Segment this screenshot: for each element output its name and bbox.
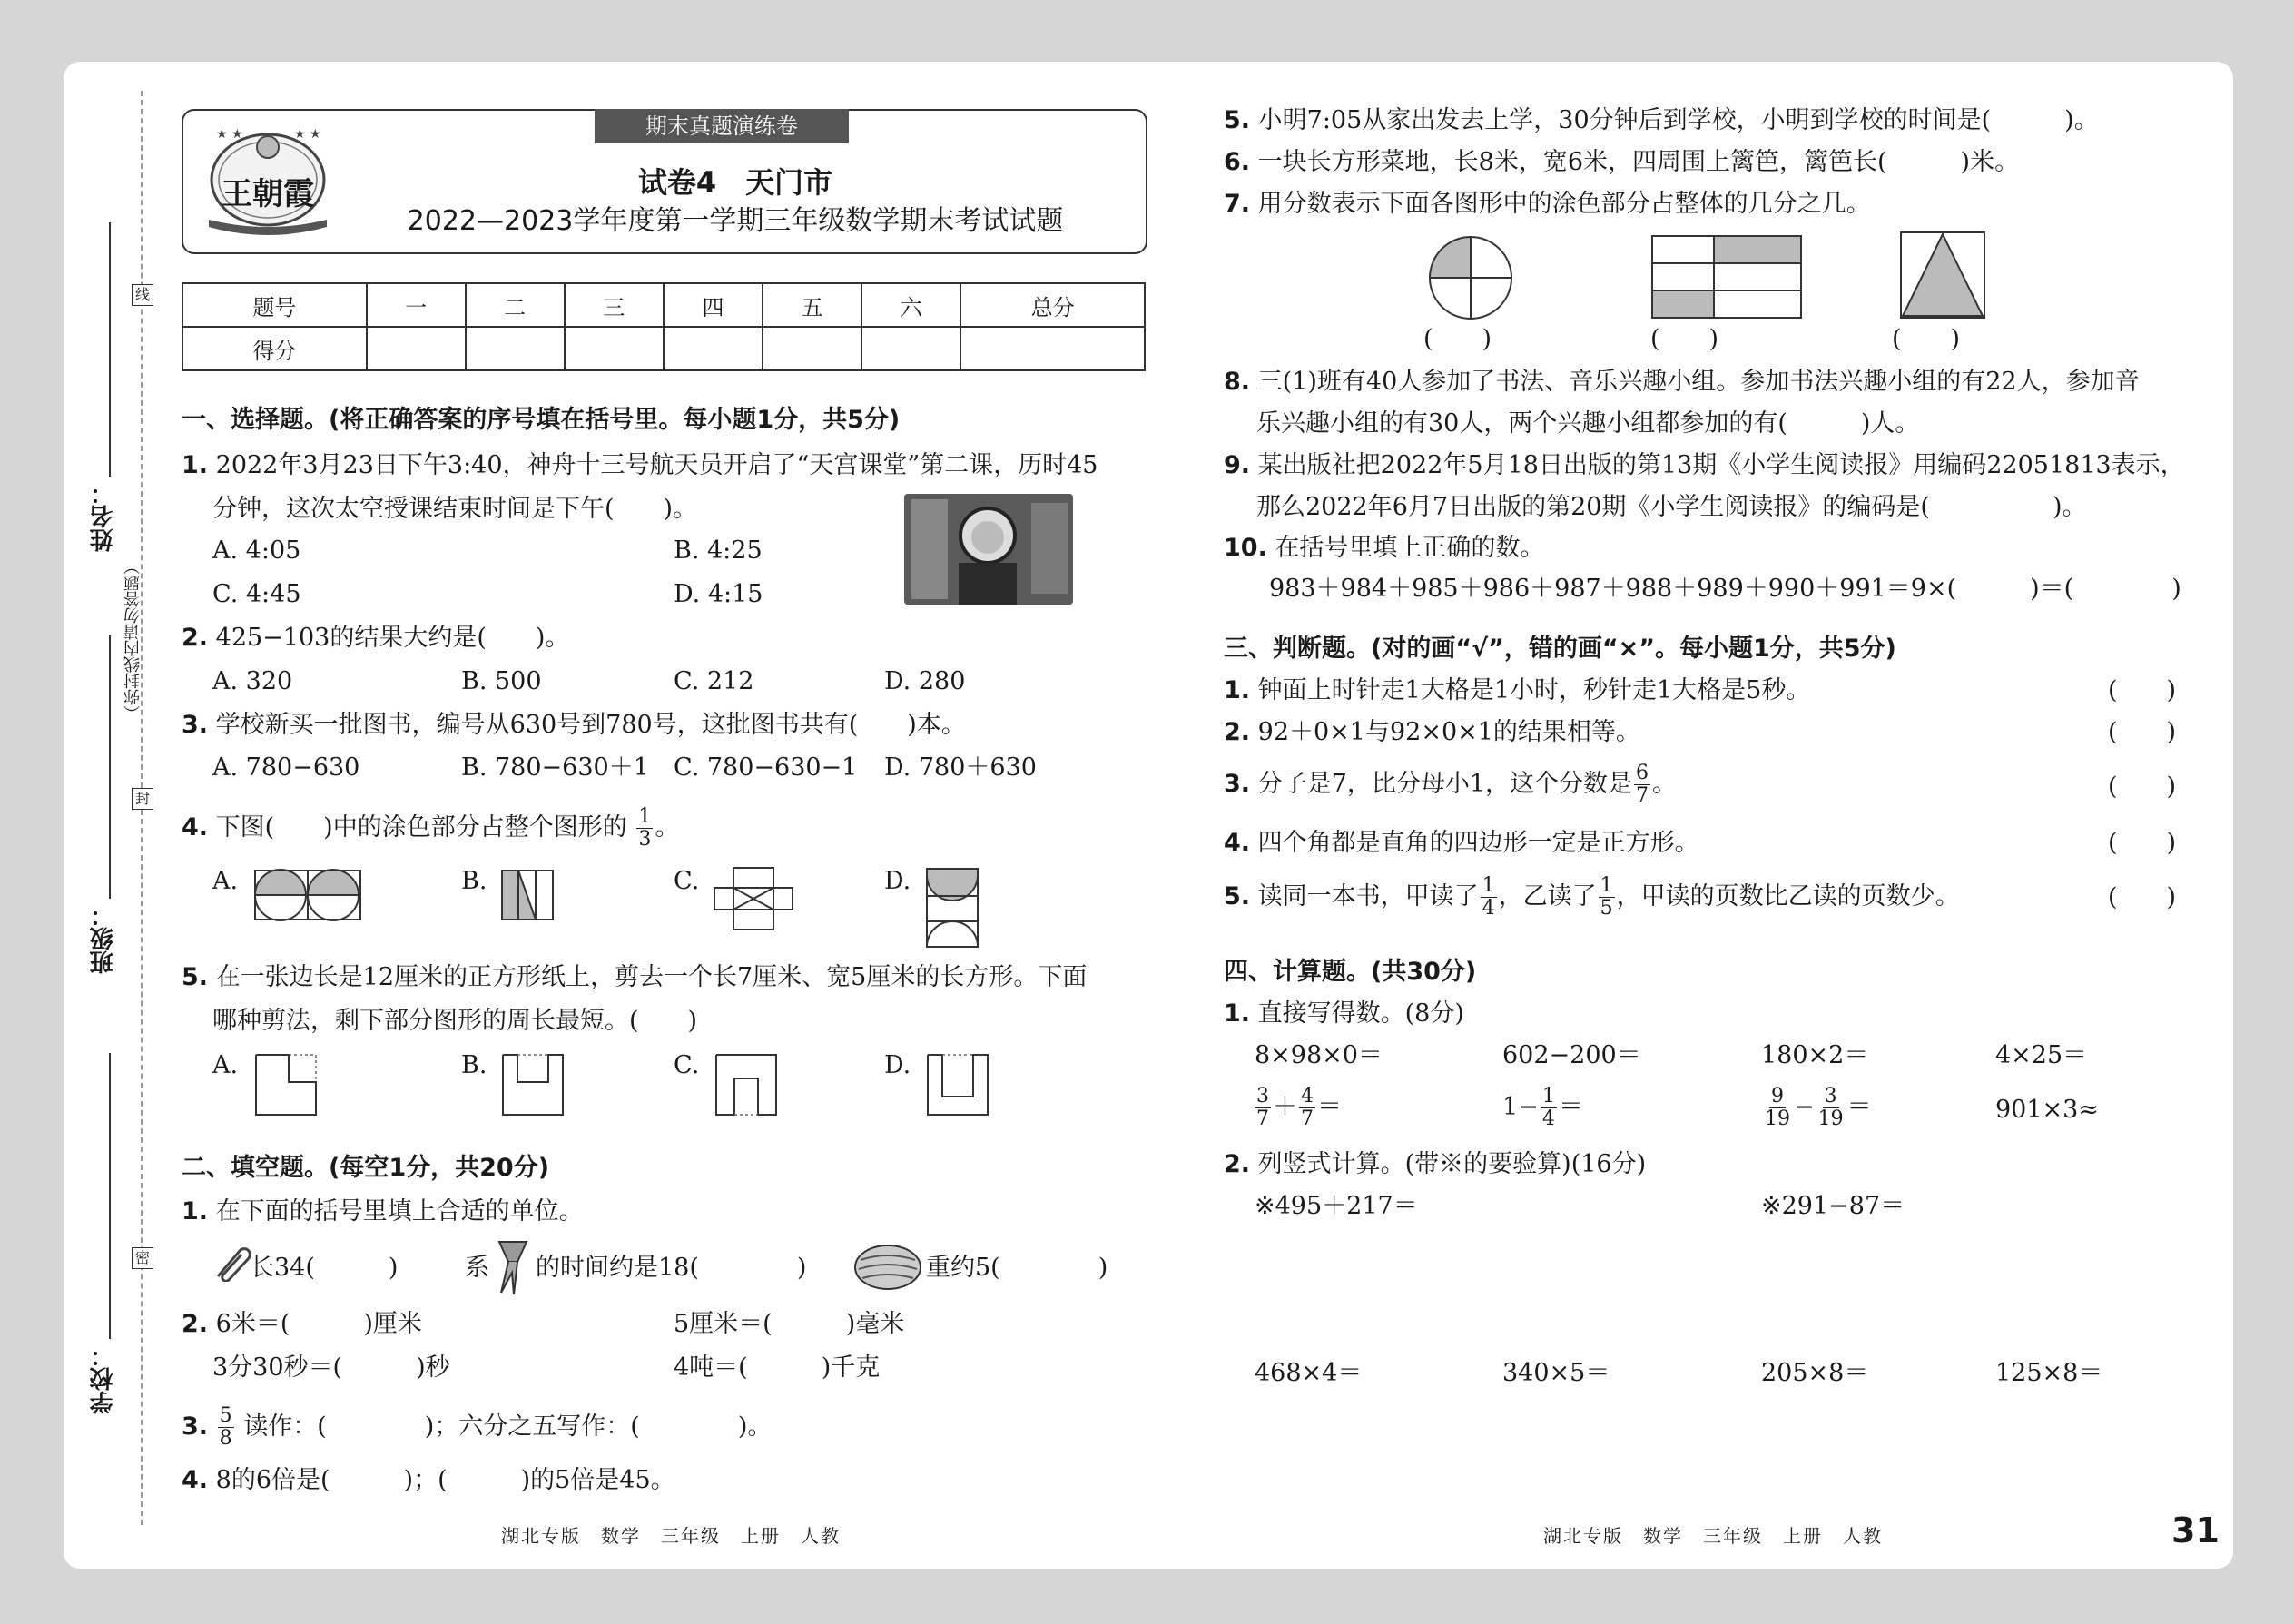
fill-1 — [182, 1195, 584, 1229]
calc-1-item: 180×2＝ — [1761, 1041, 1869, 1069]
question-number: 3. — [182, 1412, 209, 1441]
exam-title: 试卷4 天门市 — [637, 165, 833, 200]
name-label: 姓名： — [90, 481, 117, 552]
score-cell[interactable] — [861, 327, 960, 370]
fill-8-cont: 乐兴趣小组的有30人，两个兴趣小组都参加的有( )人。 — [1256, 409, 1920, 438]
calc-2-item: ※291−87＝ — [1761, 1192, 1905, 1220]
question-4: 4. 下图( )中的涂色部分占整个图形的 $\frac{1}{3}$ 。 — [182, 805, 680, 851]
question-number: 1. — [182, 1197, 209, 1225]
q3-option-c[interactable]: C. 780−630−1 — [674, 753, 858, 782]
question-number: 5. — [1224, 882, 1251, 910]
question-number: 8. — [1224, 368, 1251, 396]
school-label: 学校： — [90, 1343, 117, 1414]
f7-blank-3[interactable]: ( ) — [1892, 325, 1961, 353]
score-cell[interactable] — [565, 327, 664, 370]
question-text: 一块长方形菜地，长8米，宽6米，四周围上篱笆，篱笆长( )米。 — [1257, 148, 2020, 176]
fill-2-b: 5厘米＝( )毫米 — [674, 1310, 905, 1338]
calc-2-item: 468×4＝ — [1255, 1359, 1363, 1387]
calc-2-item: 205×8＝ — [1761, 1359, 1869, 1387]
fraction: $\frac{5}{8}$ — [219, 1404, 232, 1450]
q2-option-c[interactable]: C. 212 — [674, 667, 754, 695]
question-number: 1. — [182, 451, 209, 479]
score-cell[interactable] — [466, 327, 565, 370]
score-header-cell: 总分 — [960, 283, 1145, 327]
question-number: 2. — [1224, 718, 1251, 746]
score-header-cell: 二 — [466, 283, 565, 327]
section-1-title: 一、选择题。(将正确答案的序号填在括号里。每小题1分，共5分) — [182, 406, 901, 434]
judge-4-blank[interactable]: ( ) — [2108, 829, 2177, 857]
question-text: 在下面的括号里填上合适的单位。 — [215, 1197, 584, 1225]
question-text: 某出版社把2022年5月18日出版的第13期《小学生阅读报》用编码22051813表示， — [1257, 451, 2185, 479]
fill-1-b-prefix: 系 — [465, 1254, 489, 1282]
calc-1-item: 901×3≈ — [1995, 1096, 2099, 1124]
question-3 — [182, 708, 966, 743]
f7-blank-1[interactable]: ( ) — [1423, 325, 1492, 353]
score-header-cell: 题号 — [182, 283, 367, 327]
svg-text:★ ★: ★ ★ — [294, 127, 321, 142]
school-field[interactable] — [109, 1053, 111, 1339]
name-field[interactable] — [109, 222, 111, 477]
question-1 — [182, 448, 1098, 483]
score-header-cell: 三 — [565, 283, 664, 327]
footer-left: 湖北专版 数学 三年级 上册 人教 — [501, 1525, 841, 1547]
calc-1-item: 4×25＝ — [1995, 1041, 2088, 1069]
calc-2-item: 340×5＝ — [1502, 1359, 1610, 1387]
header-banner: 期末真题演练卷 — [595, 109, 849, 143]
q1-option-d[interactable]: D. 4:15 — [674, 580, 763, 608]
calc-2-item: 125×8＝ — [1995, 1359, 2103, 1387]
q4-figure-c — [713, 866, 794, 935]
calc-1-item: $\frac{9}{19}$ − $\frac{3}{19}$ ＝ — [1765, 1085, 1872, 1130]
q5-figure-c — [713, 1051, 780, 1122]
question-1-cont: 分钟，这次太空授课结束时间是下午( )。 — [212, 495, 698, 523]
calc-1 — [1224, 997, 1464, 1031]
question-number: 9. — [1224, 451, 1251, 479]
q3-option-d[interactable]: D. 780＋630 — [884, 753, 1037, 782]
class-field[interactable] — [109, 635, 111, 899]
score-table — [182, 282, 1146, 371]
score-cell[interactable] — [763, 327, 861, 370]
judge-2 — [1224, 715, 1640, 750]
question-text: 92＋0×1与92×0×1的结果相等。 — [1257, 718, 1640, 746]
fraction: $\frac{1}{3}$ — [638, 805, 652, 851]
question-number: 10. — [1224, 534, 1267, 562]
q3-option-a[interactable]: A. 780−630 — [212, 753, 360, 782]
fill-2 — [182, 1307, 422, 1342]
red-scarf-icon — [490, 1236, 536, 1300]
q5-option-a[interactable]: A. — [212, 1051, 239, 1079]
paperclip-icon — [212, 1245, 252, 1285]
calc-1-item: 8×98×0＝ — [1255, 1041, 1383, 1069]
question-number: 5. — [1224, 106, 1251, 134]
q1-option-a[interactable]: A. 4:05 — [212, 536, 301, 565]
question-number: 3. — [182, 711, 209, 739]
judge-5-blank[interactable]: ( ) — [2108, 883, 2177, 911]
footer-right: 湖北专版 数学 三年级 上册 人教 — [1543, 1525, 1883, 1547]
fill-9 — [1224, 448, 2185, 483]
question-5-cont: 哪种剪法，剩下部分图形的周长最短。( ) — [212, 1007, 698, 1035]
q2-option-b[interactable]: B. 500 — [461, 667, 542, 695]
q4-figure-d — [924, 866, 980, 953]
question-number: 7. — [1224, 190, 1251, 218]
question-number: 1. — [1224, 676, 1251, 704]
q3-option-b[interactable]: B. 780−630＋1 — [461, 753, 649, 782]
f7-grid-figure — [1650, 234, 1803, 323]
q5-figure-a — [252, 1051, 320, 1122]
fill-9-cont: 那么2022年6月7日出版的第20期《小学生阅读报》的编码是( )。 — [1256, 493, 2087, 521]
question-2 — [182, 621, 569, 655]
seal-mark-line: 线 — [132, 284, 153, 306]
fill-1-a: 长34( ) — [250, 1254, 399, 1282]
question-text: 分子是7，比分母小1，这个分数是 — [1257, 770, 1632, 798]
question-text: 8的6倍是( )；( )的5倍是45。 — [215, 1466, 675, 1494]
q1-option-b[interactable]: B. 4:25 — [674, 536, 763, 565]
q2-option-a[interactable]: A. 320 — [212, 667, 293, 695]
question-5 — [182, 960, 1087, 995]
calc-1-item: 602−200＝ — [1502, 1041, 1641, 1069]
score-cell[interactable] — [960, 327, 1145, 370]
fill-7 — [1224, 187, 1871, 221]
question-text: 三(1)班有40人参加了书法、音乐兴趣小组。参加书法兴趣小组的有22人，参加音 — [1257, 368, 2140, 396]
fill-8 — [1224, 365, 2140, 399]
fill-10 — [1224, 531, 1544, 566]
question-text: 四个角都是直角的四边形一定是正方形。 — [1257, 829, 1699, 857]
fill-3 — [182, 1405, 772, 1450]
judge-4 — [1224, 826, 1699, 861]
score-header-cell: 六 — [861, 283, 960, 327]
q1-option-c[interactable]: C. 4:45 — [212, 580, 301, 608]
watermelon-icon — [852, 1242, 924, 1296]
question-number: 2. — [182, 1310, 209, 1338]
question-text: 读同一本书，甲读了 — [1257, 882, 1479, 910]
seal-mark-seal: 封 — [132, 788, 153, 810]
f7-circle-figure — [1427, 234, 1514, 325]
judge-1 — [1224, 674, 1810, 708]
fill-2-c: 3分30秒＝( )秒 — [212, 1353, 450, 1382]
question-number: 4. — [1224, 829, 1251, 857]
fraction: $\frac{6}{7}$ — [1636, 762, 1649, 807]
score-row-label: 得分 — [182, 327, 367, 370]
question-text: 读作：( )；六分之五写作：( )。 — [243, 1412, 773, 1441]
question-text: 2022年3月23日下午3:40，神舟十三号航天员开启了“天宫课堂”第二课，历时45 — [215, 451, 1098, 479]
q4-option-b[interactable]: B. — [461, 867, 487, 895]
fraction: $\frac{1}{5}$ — [1600, 874, 1613, 920]
question-number: 2. — [182, 624, 209, 652]
question-text: 用分数表示下面各图形中的涂色部分占整体的几分之几。 — [1257, 190, 1871, 218]
page-number: 31 — [2171, 1511, 2220, 1550]
judge-3-blank[interactable]: ( ) — [2108, 773, 2177, 801]
fill-10-equation: 983＋984＋985＋986＋987＋988＋989＋990＋991＝9×( )＝( ) — [1269, 575, 2181, 603]
question-text: 学校新买一批图书，编号从630号到780号，这批图书共有( )本。 — [215, 711, 966, 739]
q4-option-a[interactable]: A. — [212, 867, 239, 895]
f7-triangle-figure — [1899, 231, 1986, 323]
calc-2-item: ※495＋217＝ — [1255, 1192, 1418, 1220]
question-number: 6. — [1224, 148, 1251, 176]
calc-2 — [1224, 1147, 1646, 1182]
question-number: 2. — [1224, 1150, 1251, 1178]
astronaut-photo — [904, 494, 1073, 605]
class-label: 班级： — [90, 903, 117, 974]
question-number: 5. — [182, 963, 209, 991]
logo-text: 王朝霞 — [222, 176, 314, 212]
score-header-cell: 一 — [367, 283, 466, 327]
fill-4 — [182, 1463, 675, 1498]
question-text: 列竖式计算。(带※的要验算)(16分) — [1257, 1150, 1647, 1178]
question-text: 下图( )中的涂色部分占整个图形的 — [215, 813, 627, 842]
svg-text:★ ★: ★ ★ — [216, 127, 243, 142]
q4-figure-a — [252, 868, 363, 926]
q4-option-c[interactable]: C. — [674, 867, 700, 895]
fraction: $\frac{1}{4}$ — [1482, 874, 1495, 920]
fill-1-b: 的时间约是18( ) — [536, 1254, 807, 1282]
section-4-title: 四、计算题。(共30分) — [1224, 958, 1477, 986]
question-text: 6米＝( )厘米 — [215, 1310, 422, 1338]
q2-option-d[interactable]: D. 280 — [884, 667, 966, 695]
q4-figure-b — [499, 868, 556, 926]
question-text: 钟面上时针走1大格是1小时，秒针走1大格是5秒。 — [1257, 676, 1811, 704]
score-cell[interactable] — [664, 327, 763, 370]
logo — [200, 118, 336, 243]
seal-note: （弥封线内请勿答题） — [123, 558, 143, 722]
question-number: 4. — [182, 813, 209, 842]
q5-option-b[interactable]: B. — [461, 1051, 487, 1079]
q5-figure-d — [924, 1051, 991, 1122]
fill-6 — [1224, 145, 2019, 180]
f7-blank-2[interactable]: ( ) — [1650, 325, 1719, 353]
question-text: 小明7:05从家出发去上学，30分钟后到学校，小明到学校的时间是( )。 — [1257, 106, 2099, 134]
question-number: 4. — [182, 1466, 209, 1494]
q5-option-c[interactable]: C. — [674, 1051, 700, 1079]
judge-5: 5. 读同一本书，甲读了 $\frac{1}{4}$ ，乙读了 $\frac{1}{5}$ ，甲读的页数比乙读的页数少。 — [1224, 874, 1960, 920]
exam-subtitle: 2022—2023学年度第一学期三年级数学期末考试试题 — [407, 205, 1064, 237]
question-text: 在一张边长是12厘米的正方形纸上，剪去一个长7厘米、宽5厘米的长方形。下面 — [215, 963, 1088, 991]
section-3-title: 三、判断题。(对的画“√”，错的画“×”。每小题1分，共5分) — [1224, 635, 1896, 663]
q5-option-d[interactable]: D. — [884, 1051, 911, 1079]
score-header-cell: 五 — [763, 283, 861, 327]
question-text: 425−103的结果大约是( )。 — [215, 624, 570, 652]
score-cell[interactable] — [367, 327, 466, 370]
seal-mark-mi: 密 — [132, 1247, 153, 1269]
q4-option-d[interactable]: D. — [884, 867, 911, 895]
section-2-title: 二、填空题。(每空1分，共20分) — [182, 1154, 550, 1182]
q5-figure-b — [499, 1051, 566, 1122]
judge-2-blank[interactable]: ( ) — [2108, 718, 2177, 746]
question-text: 直接写得数。(8分) — [1257, 999, 1464, 1028]
calc-1-item: 1− $\frac{1}{4}$ ＝ — [1502, 1085, 1583, 1130]
score-header-cell: 四 — [664, 283, 763, 327]
question-text: 在括号里填上正确的数。 — [1275, 534, 1545, 562]
judge-1-blank[interactable]: ( ) — [2108, 676, 2177, 704]
fill-2-d: 4吨＝( )千克 — [674, 1353, 881, 1382]
question-number: 1. — [1224, 999, 1251, 1028]
judge-3: 3. 分子是7，比分母小1，这个分数是 $\frac{6}{7}$ 。 — [1224, 762, 1677, 807]
fill-5 — [1224, 103, 2099, 138]
fill-1-c: 重约5( ) — [926, 1254, 1108, 1282]
calc-1-item: $\frac{3}{7}$ ＋ $\frac{4}{7}$ ＝ — [1256, 1085, 1342, 1130]
question-number: 3. — [1224, 770, 1251, 798]
